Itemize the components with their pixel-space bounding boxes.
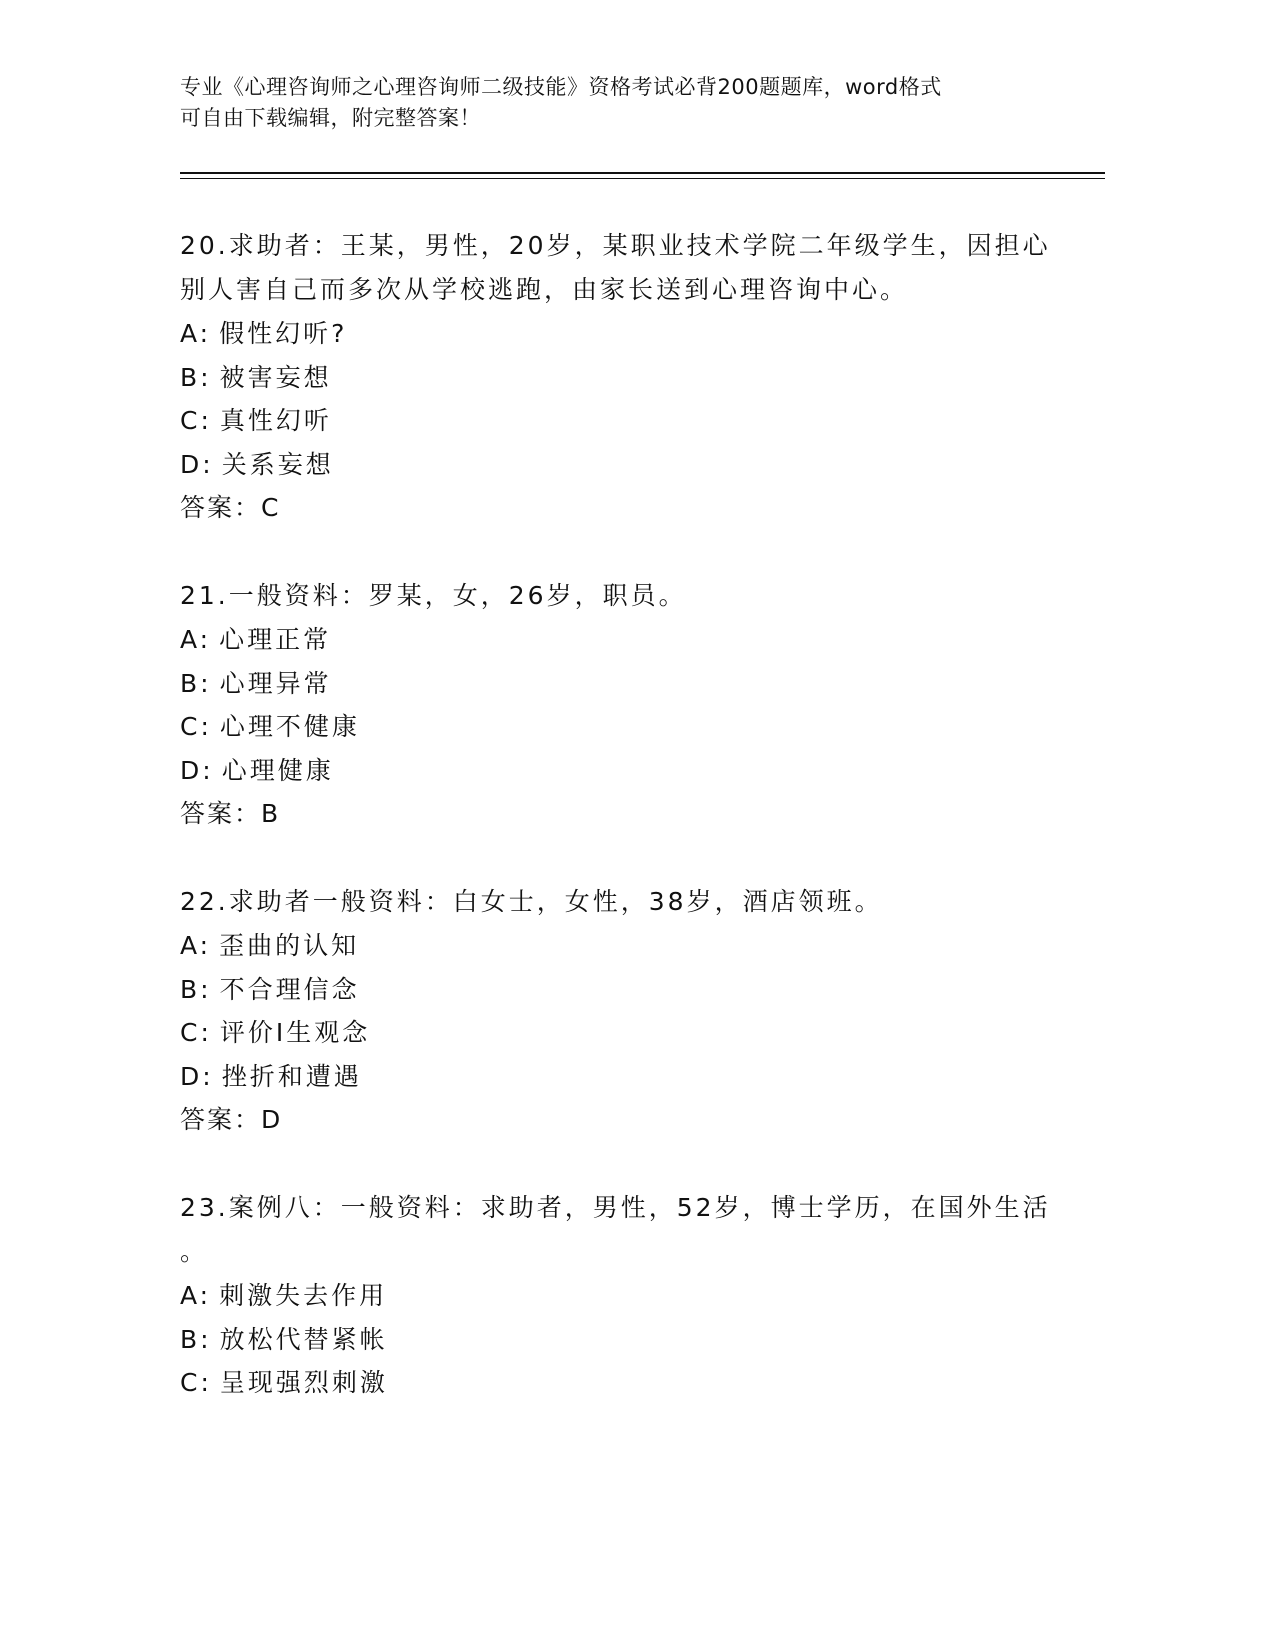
answer-line: 答案：B — [180, 799, 281, 828]
option-label: D: — [180, 755, 214, 785]
answer-line: 答案：C — [180, 493, 281, 522]
option-text: 关系妄想 — [221, 449, 334, 479]
option-b — [180, 968, 1060, 1012]
option-label: C: — [180, 712, 212, 741]
option-c — [180, 1011, 1060, 1055]
option-text: 评价I生观念 — [219, 1018, 371, 1047]
option-d — [180, 749, 1060, 793]
question-stem: 21.一般资料：罗某，女，26岁，职员。 — [180, 581, 687, 610]
option-label: D: — [180, 449, 214, 479]
option-label: B: — [180, 974, 212, 1004]
option-d — [180, 443, 1060, 487]
option-text: 心理不健康 — [219, 712, 360, 741]
question-stem: 23.案例八：一般资料：求助者，男性，52岁，博士学历，在国外生活 — [180, 1193, 1051, 1222]
option-text: 真性幻听 — [219, 406, 332, 435]
option-label: A: — [180, 1281, 212, 1310]
header-line-1: 专业《心理咨询师之心理咨询师二级技能》资格考试必背200题题库，word格式 — [180, 75, 942, 99]
option-text: 心理健康 — [221, 755, 334, 785]
question-20 — [180, 224, 1060, 530]
option-a — [180, 312, 1060, 356]
option-text: 放松代替紧帐 — [219, 1324, 388, 1354]
option-label: A: — [180, 625, 212, 654]
option-text: 被害妄想 — [219, 362, 332, 392]
option-b — [180, 1318, 1060, 1362]
answer-line: 答案：D — [180, 1105, 283, 1134]
option-text: 挫折和遭遇 — [221, 1061, 362, 1091]
option-b — [180, 356, 1060, 400]
option-b — [180, 662, 1060, 706]
option-text: 呈现强烈刺激 — [219, 1368, 388, 1397]
option-a — [180, 1274, 1060, 1318]
option-a — [180, 924, 1060, 968]
question-stem: 22.求助者一般资料：白女士，女性，38岁，酒店领班。 — [180, 887, 883, 916]
option-label: B: — [180, 362, 212, 392]
option-label: B: — [180, 1324, 212, 1354]
option-label: A: — [180, 931, 212, 960]
option-label: C: — [180, 406, 212, 435]
header-rule-thin — [180, 178, 1105, 179]
question-stem-continued: 。 — [180, 1237, 209, 1266]
option-text: 刺激失去作用 — [219, 1281, 388, 1310]
question-21 — [180, 574, 1060, 836]
option-label: B: — [180, 668, 212, 698]
question-list — [180, 224, 1060, 1405]
option-text: 歪曲的认知 — [219, 931, 360, 960]
option-c — [180, 399, 1060, 443]
option-c — [180, 705, 1060, 749]
option-text: 心理异常 — [219, 668, 332, 698]
option-text: 不合理信念 — [219, 974, 360, 1004]
option-d — [180, 1055, 1060, 1099]
question-23 — [180, 1186, 1060, 1405]
option-label: D: — [180, 1061, 214, 1091]
document-header — [180, 72, 1060, 134]
question-22 — [180, 880, 1060, 1142]
question-stem: 20.求助者：王某，男性，20岁，某职业技术学院二年级学生，因担心 — [180, 231, 1051, 260]
option-a — [180, 618, 1060, 662]
header-rule-thick — [180, 172, 1105, 174]
option-text: 心理正常 — [219, 625, 332, 654]
option-label: C: — [180, 1018, 212, 1047]
option-label: C: — [180, 1368, 212, 1397]
header-line-2: 可自由下载编辑，附完整答案！ — [180, 106, 481, 130]
option-c — [180, 1361, 1060, 1405]
option-text: 假性幻听? — [219, 319, 348, 348]
option-label: A: — [180, 319, 212, 348]
question-stem-continued: 别人害自己而多次从学校逃跑，由家长送到心理咨询中心。 — [180, 275, 909, 304]
